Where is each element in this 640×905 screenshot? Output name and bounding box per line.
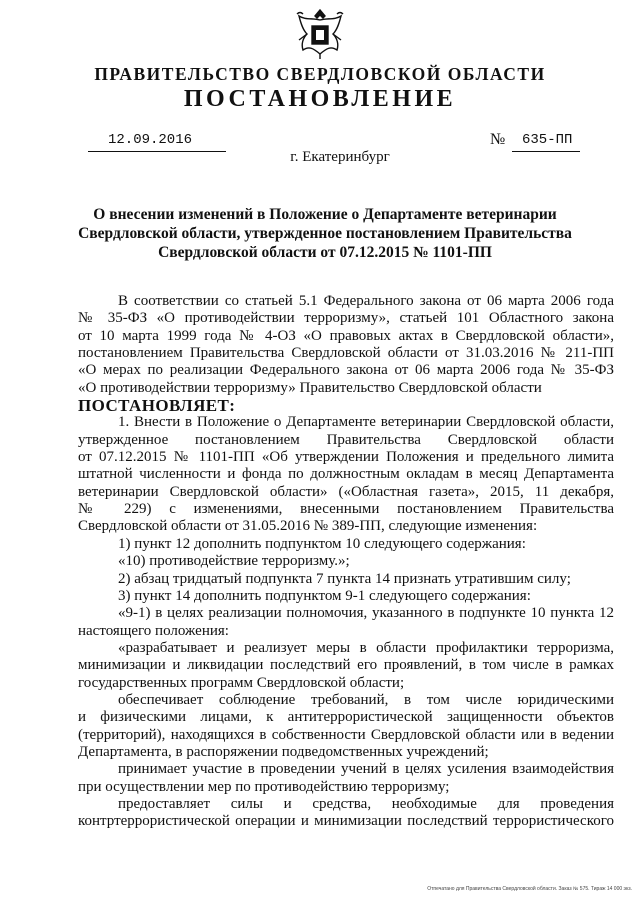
number-sign: №	[490, 131, 506, 148]
coat-of-arms-emblem	[293, 4, 347, 60]
body-line: 1. Внести в Положение о Департаменте ветеринарии Свердловской области,	[118, 414, 614, 431]
body-line: контртеррористической операции и минимизации последствий террористического	[78, 813, 614, 830]
body-line: Свердловской области от 31.05.2016 № 389-ПП, следующие изменения:	[78, 518, 538, 535]
body-line: обеспечивает соблюдение требований, в том числе юридическими	[118, 691, 614, 708]
body-line: минимизации и ликвидации последствий его проявлений, в том числе в рамках	[78, 657, 614, 674]
body-line: штатной численности и фонда по должностным окладам в месяц Департамента	[78, 466, 614, 483]
body-line: от 10 марта 1999 года № 4-ОЗ «О правовых актах в Свердловской области»,	[78, 327, 614, 344]
body-line: «9-1) в целях реализации полномочия, указанного в подпункте 10 пункта 12	[118, 605, 614, 622]
body-line: № 229) с изменениями, внесенными постановлением Правительства	[78, 501, 614, 518]
document-date: 12.09.2016	[108, 132, 193, 148]
document-type: ПОСТАНОВЛЕНИЕ	[183, 86, 457, 112]
body-line: 1) пункт 12 дополнить подпунктом 10 следующего содержания:	[118, 535, 526, 552]
print-footer: Отпечатано для Правительства Свердловской области. Заказ № 575. Тираж 14 000 экз.	[427, 886, 632, 892]
body-line: Департамента, в распоряжении подведомственных учреждений;	[78, 743, 489, 760]
body-line: ветеринарии Свердловской области» («Областная газета», 2015, 11 декабря,	[78, 483, 614, 500]
title-line: О внесении изменений в Положение о Департаменте ветеринарии	[93, 206, 557, 223]
body-line: (территорий), находящихся в собственности Свердловской области или в ведении	[78, 726, 614, 743]
body-line: при осуществлении мер по противодействию терроризму;	[78, 778, 450, 795]
body-line: постановлением Правительства Свердловской области от 31.03.2016 № 211-ПП	[78, 345, 614, 362]
body-line: «разрабатывает и реализует меры в области профилактики терроризма,	[118, 639, 614, 656]
document-number: 635-ПП	[522, 132, 573, 148]
body-line: № 35-ФЗ «О противодействии терроризму», статьей 101 Областного закона	[78, 310, 614, 327]
document-body	[78, 293, 614, 831]
body-line: В соответствии со статьей 5.1 Федерального закона от 06 марта 2006 года	[118, 293, 614, 309]
body-line: утвержденное постановлением Правительства Свердловской области	[78, 431, 614, 448]
organization-name: ПРАВИТЕЛЬСТВО СВЕРДЛОВСКОЙ ОБЛАСТИ	[94, 64, 546, 84]
resolves-heading: ПОСТАНОВЛЯЕТ:	[78, 396, 236, 416]
body-line: 2) абзац тридцатый подпункта 7 пункта 14 признать утратившим силу;	[118, 570, 571, 587]
body-line: и физическими лицами, к антитеррористической защищенности объектов	[78, 709, 614, 726]
title-line: Свердловской области от 07.12.2015 № 1101-ПП	[158, 244, 492, 261]
city: г. Екатеринбург	[290, 149, 390, 165]
body-line: от 07.12.2015 № 1101-ПП «Об утверждении Положения и предельного лимита	[78, 449, 614, 466]
body-line: «10) противодействие терроризму.»;	[118, 553, 350, 570]
document-title	[60, 205, 590, 262]
body-line: настоящего положения:	[78, 622, 229, 639]
body-line: предоставляет силы и средства, необходимые для проведения	[118, 795, 614, 812]
body-line: государственных программ Свердловской области;	[78, 674, 405, 691]
body-line: принимает участие в проведении учений в целях усиления взаимодействия	[118, 761, 614, 778]
title-line: Свердловской области, утвержденное постановлением Правительства	[78, 225, 572, 242]
body-line: «О мерах по реализации Федерального закона от 06 марта 2006 года № 35-ФЗ	[78, 362, 614, 379]
body-line: 3) пункт 14 дополнить подпунктом 9-1 следующего содержания:	[118, 587, 531, 604]
body-line: «О противодействии терроризму» Правительство Свердловской области	[78, 379, 542, 396]
